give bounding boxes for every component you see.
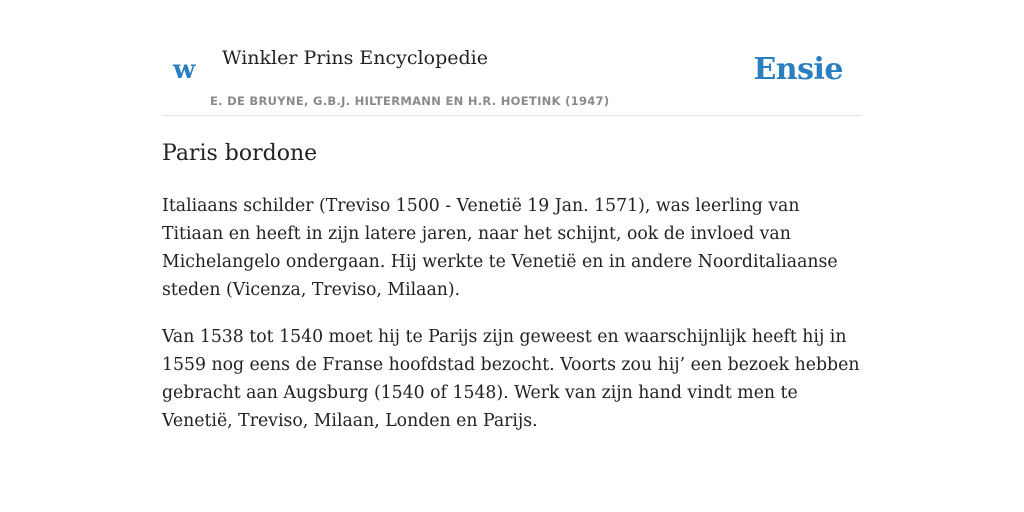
source-header bbox=[162, 0, 862, 116]
source-authors: E. DE BRUYNE, G.B.J. HILTERMANN EN H.R. HOETINK (1947) bbox=[210, 94, 610, 108]
article-paragraph: Van 1538 tot 1540 moet hij te Parijs zijn geweest en waarschijnlijk heeft hij in 1559 nog eens de Franse hoofdstad bezocht. Voorts zou hij’ een bezoek hebben gebracht aan Augsburg (1540 of 1548). Werk van zijn hand vindt men te Venetië, Treviso, Milaan, Londen en Parijs. bbox=[162, 327, 860, 431]
ensie-logo[interactable]: Ensie bbox=[753, 52, 843, 87]
article-title: Paris bordone bbox=[162, 141, 318, 166]
article-card bbox=[162, 0, 862, 431]
source-title[interactable]: Winkler Prins Encyclopedie bbox=[222, 47, 488, 69]
article-body bbox=[162, 192, 862, 454]
source-logo-icon[interactable]: w bbox=[173, 55, 196, 85]
article-paragraph: Italiaans schilder (Treviso 1500 - Venetië 19 Jan. 1571), was leerling van Titiaan en heeft in zijn latere jaren, naar het schijnt, ook de invloed van Michelangelo ondergaan. Hij werkte te Venetië en in andere Noorditaliaanse steden (Vicenza, Treviso, Milaan). bbox=[162, 196, 838, 300]
